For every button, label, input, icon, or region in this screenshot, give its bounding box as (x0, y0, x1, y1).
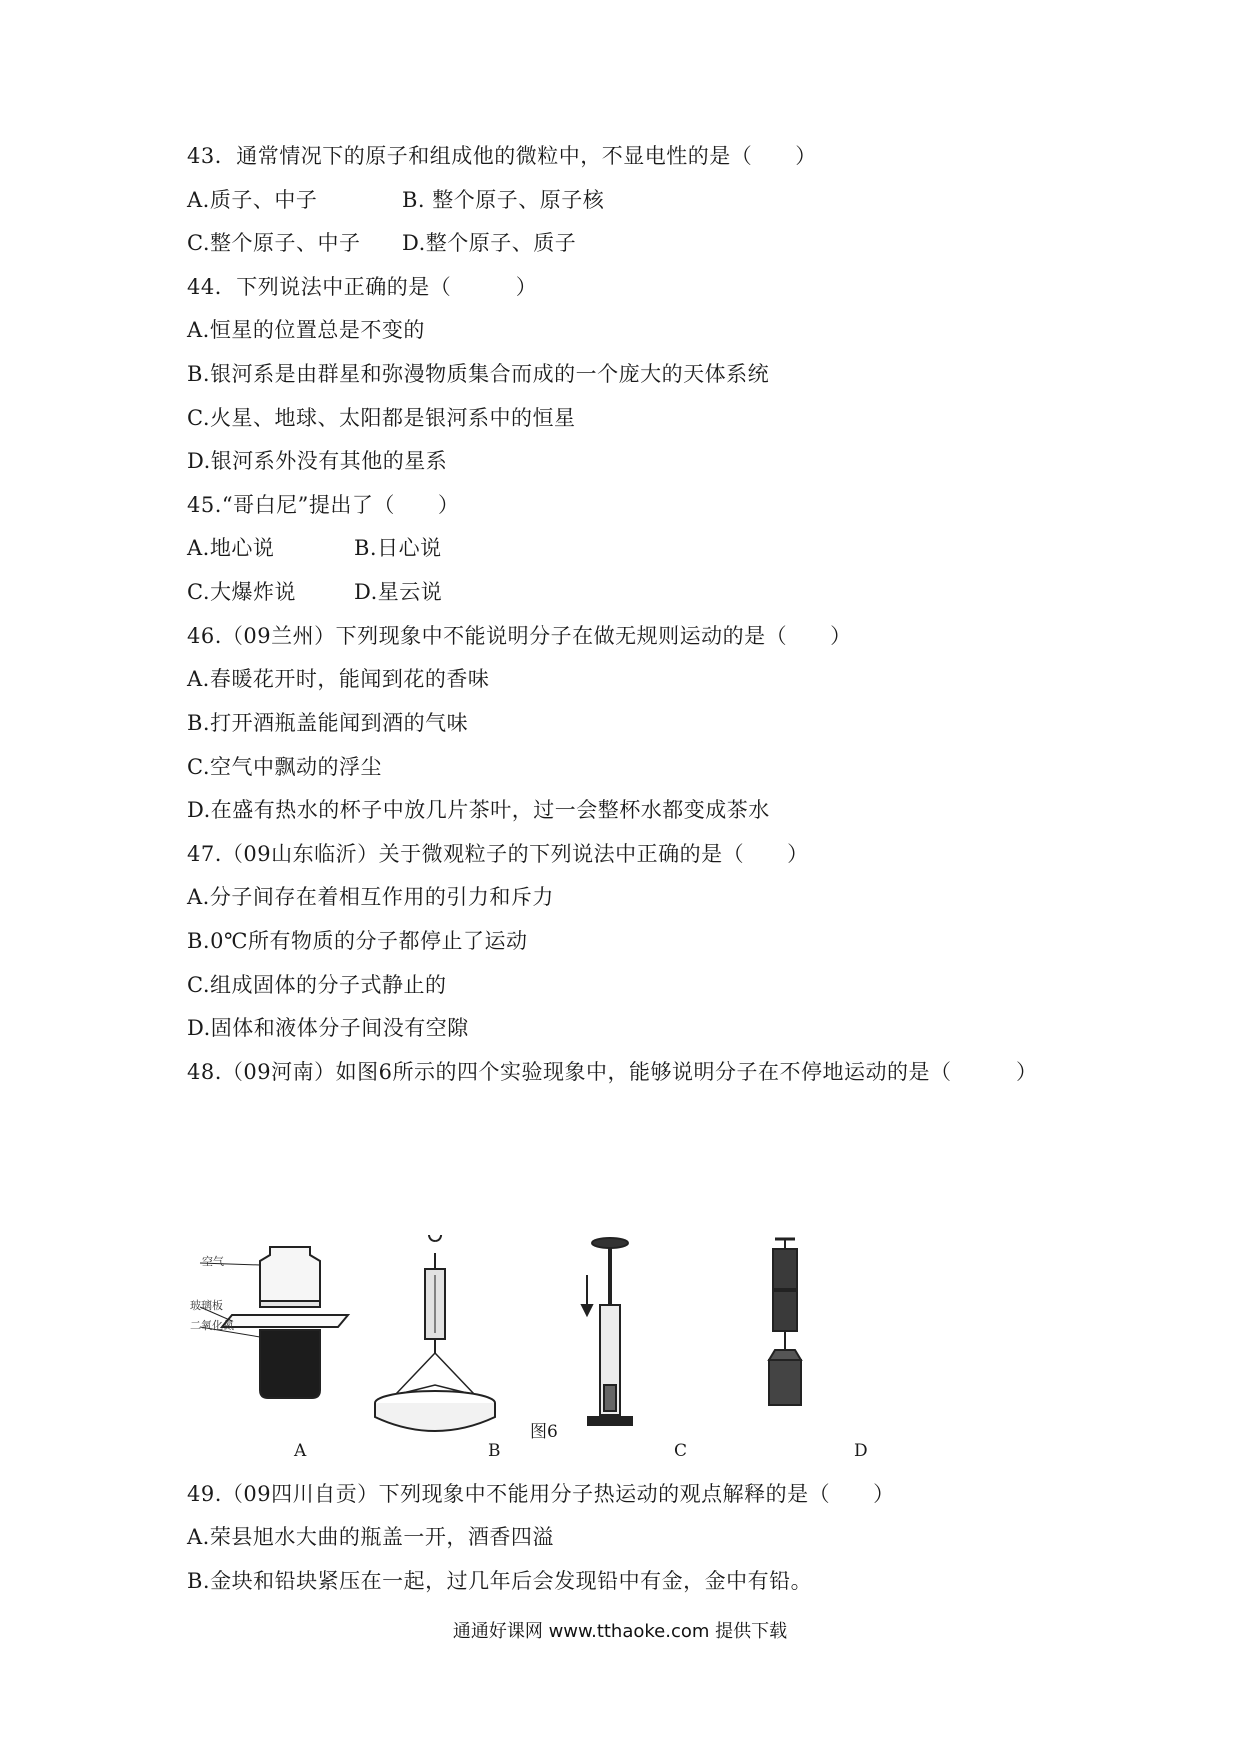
question-44-option-d: D.银河系外没有其他的星系 (187, 449, 448, 473)
question-45-stem: 45.“哥白尼”提出了（ ） (187, 493, 460, 517)
question-44-option-b: B.银河系是由群星和弥漫物质集合而成的一个庞大的天体系统 (187, 362, 770, 386)
option-b: B.日心说 (354, 536, 442, 560)
option-d: D.星云说 (354, 580, 443, 604)
panel-a-label-air: 空气 (202, 1255, 224, 1268)
panel-label-c: C (674, 1441, 688, 1461)
question-46-stem: 46.（09兰州）下列现象中不能说明分子在做无规则运动的是（ ） (187, 624, 852, 648)
panel-a-label-glass-plate: 玻璃板 (190, 1299, 223, 1312)
question-49-option-a: A.荣县旭水大曲的瓶盖一开，酒香四溢 (187, 1525, 554, 1549)
question-47-option-a: A.分子间存在着相互作用的引力和斥力 (187, 885, 554, 909)
question-49-stem: 49.（09四川自贡）下列现象中不能用分子热运动的观点解释的是（ ） (187, 1482, 895, 1506)
question-46-option-c: C.空气中飘动的浮尘 (187, 755, 382, 779)
option-b: B. 整个原子、原子核 (402, 188, 605, 212)
panel-b-diagram (375, 1235, 495, 1431)
panel-label-b: B (488, 1441, 501, 1461)
option-a: A.地心说 (187, 536, 275, 560)
option-c: C.整个原子、中子 (187, 231, 361, 255)
question-48-stem: 48.（09河南）如图6所示的四个实验现象中，能够说明分子在不停地运动的是（ ） (187, 1060, 1038, 1084)
question-44-stem: 44．下列说法中正确的是（ ） (187, 275, 538, 299)
question-47-option-c: C.组成固体的分子式静止的 (187, 973, 447, 997)
question-46-option-b: B.打开酒瓶盖能闻到酒的气味 (187, 711, 469, 735)
figure-6 (190, 1235, 950, 1465)
option-a: A.质子、中子 (187, 188, 318, 212)
question-44-option-a: A.恒星的位置总是不变的 (187, 318, 425, 342)
question-46-option-d: D.在盛有热水的杯子中放几片茶叶，过一会整杯水都变成茶水 (187, 798, 770, 822)
question-47-option-b: B.0℃所有物质的分子都停止了运动 (187, 929, 528, 953)
panel-label-d: D (854, 1441, 868, 1461)
question-46-option-a: A.春暖花开时，能闻到花的香味 (187, 667, 490, 691)
question-43-stem: 43．通常情况下的原子和组成他的微粒中，不显电性的是（ ） (187, 144, 817, 168)
panel-label-a: A (294, 1441, 307, 1461)
question-49-option-b: B.金块和铅块紧压在一起，过几年后会发现铅中有金，金中有铅。 (187, 1569, 813, 1593)
panel-d-diagram (769, 1239, 801, 1405)
panel-c-diagram (582, 1238, 632, 1425)
page-footer: 通通好课网 www.tthaoke.com 提供下载 (452, 1621, 788, 1642)
panel-a-label-no2: 二氧化氮 (190, 1319, 234, 1332)
question-44-option-c: C.火星、地球、太阳都是银河系中的恒星 (187, 406, 576, 430)
question-47-stem: 47.（09山东临沂）关于微观粒子的下列说法中正确的是（ ） (187, 842, 809, 866)
option-d: D.整个原子、质子 (402, 231, 577, 255)
figure-6-illustration (190, 1235, 950, 1465)
option-c: C.大爆炸说 (187, 580, 296, 604)
question-47-option-d: D.固体和液体分子间没有空隙 (187, 1016, 469, 1040)
figure-caption: 图6 (530, 1422, 558, 1442)
